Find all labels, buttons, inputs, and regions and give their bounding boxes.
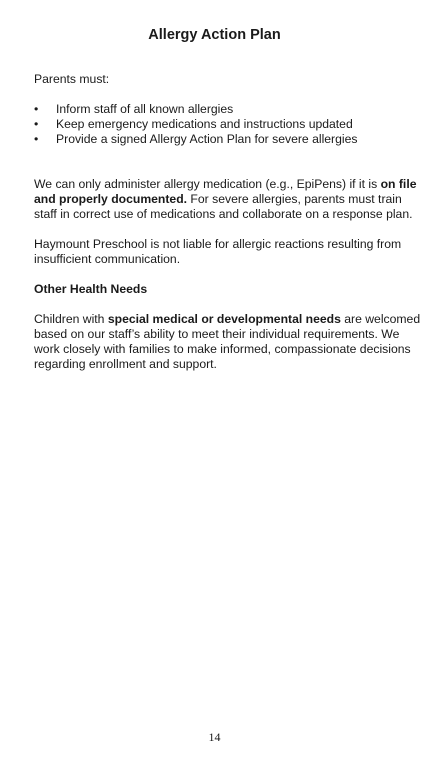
medication-text-bold: on file and properly documented. <box>34 177 417 206</box>
page-number: 14 <box>208 730 221 744</box>
list-item-text: Keep emergency medications and instructions updated <box>56 117 353 131</box>
list-item <box>34 102 426 117</box>
liability-paragraph: Haymount Preschool is not liable for allergic reactions resulting from insufficient communication. <box>34 237 402 266</box>
health-needs-paragraph <box>34 312 426 372</box>
list-item <box>34 117 426 132</box>
document-body <box>34 72 426 372</box>
bullet-icon: • <box>34 117 39 131</box>
section-heading-text: Other Health Needs <box>34 282 148 296</box>
bullet-icon: • <box>34 132 39 146</box>
section-heading <box>34 282 426 297</box>
list-item-text: Provide a signed Allergy Action Plan for severe allergies <box>56 132 358 146</box>
list-item-text: Inform staff of all known allergies <box>56 102 234 116</box>
health-needs-text-bold: special medical or developmental needs <box>107 312 341 326</box>
health-needs-text-end: are welcomed based on our staff’s ability to meet their individual requirements. We work closely with families to make informed, compassionate decisions regarding enrollment and support. <box>34 312 421 371</box>
parents-intro: Parents must: <box>34 72 110 86</box>
medication-paragraph <box>34 177 426 222</box>
bullet-icon: • <box>34 102 39 116</box>
medication-text-end: For severe allergies, parents must train staff in correct use of medications and collaborate on a response plan. <box>34 192 413 221</box>
page-title: Allergy Action Plan <box>148 27 281 43</box>
requirements-list <box>34 102 426 147</box>
list-item <box>34 132 426 147</box>
health-needs-text-start: Children with <box>34 312 108 326</box>
medication-text-start: We can only administer allergy medication (e.g., EpiPens) if it is <box>34 177 381 191</box>
